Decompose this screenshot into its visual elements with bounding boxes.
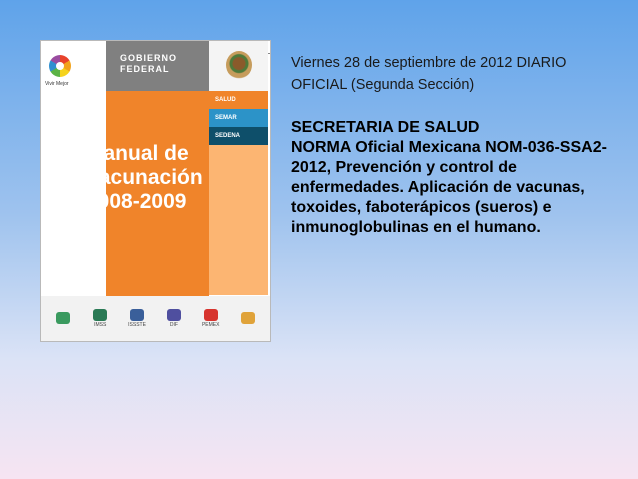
- agency-fill-panel: [209, 145, 268, 295]
- cana-logo-icon: [241, 312, 255, 324]
- agency-list: [209, 91, 268, 145]
- issste-footer-logo: [125, 308, 149, 330]
- manual-title-line-2: Vacunación: [86, 166, 203, 189]
- slide-text: [291, 52, 621, 238]
- issste-logo-icon: [130, 309, 144, 321]
- flower-logo-icon: [49, 55, 71, 77]
- agency-sedena: SEDENA: [209, 127, 268, 145]
- manual-title: [86, 142, 203, 214]
- salud-footer-logo: [51, 308, 75, 330]
- vivir-mejor-logo: [43, 47, 73, 99]
- issste-label: ISSSTE: [128, 322, 146, 328]
- imss-logo-icon: [93, 309, 107, 321]
- logo-caption: Vivir Mejor: [45, 81, 69, 87]
- imss-label: IMSS: [94, 322, 107, 328]
- pemex-footer-logo: [199, 308, 223, 330]
- norm-title: NORMA Oficial Mexicana NOM-036-SSA2-2012, Prevención y control de enfermedades. Aplicación de vacunas, toxoides, faboterápicos (sueros) e inmunoglobulinas en el humano.: [291, 139, 607, 236]
- cana-footer-logo: [236, 308, 260, 330]
- government-title: GOBIERNO FEDERAL: [120, 53, 178, 74]
- manual-cover-image: [41, 41, 270, 341]
- dif-logo-icon: [167, 309, 181, 321]
- agency-salud: SALUD: [209, 91, 268, 109]
- government-header: [106, 41, 209, 91]
- manual-title-line-1: Manual de: [86, 142, 189, 165]
- dif-footer-logo: [162, 308, 186, 330]
- norm-heading: [291, 118, 621, 238]
- national-seal-box: [209, 41, 268, 91]
- publication-date-line: Viernes 28 de septiembre de 2012 DIARIO OFICIAL (Segunda Sección): [291, 55, 567, 93]
- manual-title-line-3: 2008-2009: [86, 190, 187, 213]
- agency-semar: SEMAR: [209, 109, 268, 127]
- ministry-title: SECRETARIA DE SALUD: [291, 119, 480, 136]
- mexican-eagle-seal-icon: [226, 51, 252, 79]
- dif-label: DIF: [169, 322, 178, 328]
- pemex-logo-icon: [204, 309, 218, 321]
- footer-logos: [41, 296, 270, 341]
- salud-logo-icon: [56, 312, 70, 324]
- imss-footer-logo: [88, 308, 112, 330]
- pemex-label: PEMEX: [201, 322, 220, 328]
